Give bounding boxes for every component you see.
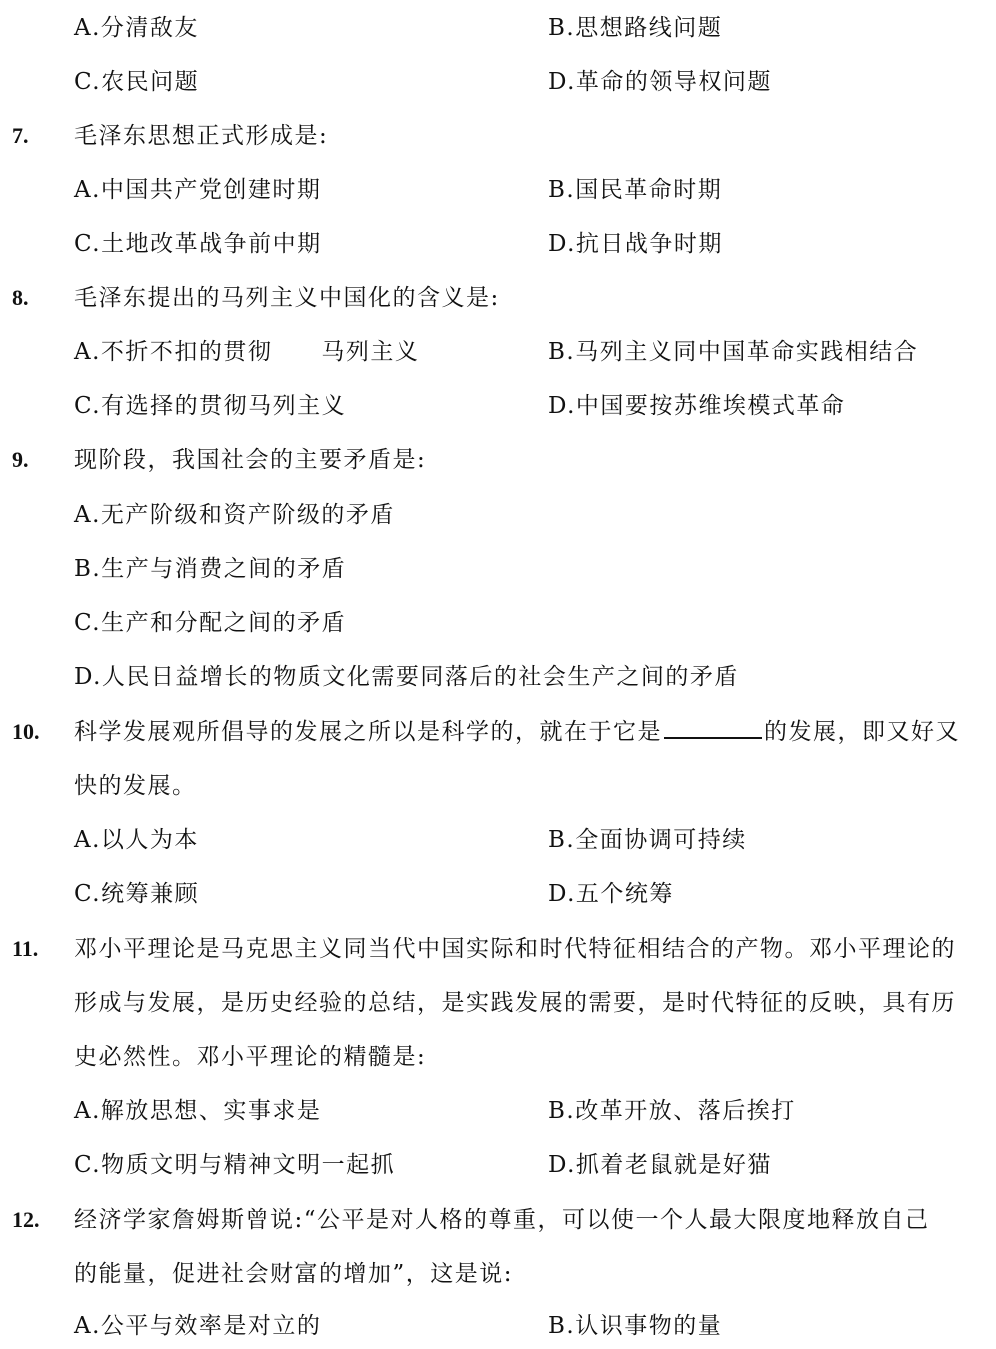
- q12-stem-line2: 的能量，促进社会财富的增加”，这是说:: [74, 1261, 514, 1287]
- q6-option-c: C.农民问题: [74, 69, 200, 95]
- q8-option-c: C.有选择的贯彻马列主义: [74, 393, 347, 419]
- q8-option-b: B.马列主义同中国革命实践相结合: [548, 339, 919, 365]
- q9-number: 9.: [12, 447, 29, 472]
- q10-option-c: C.统筹兼顾: [74, 881, 200, 907]
- q11-stem-line3: 史必然性。邓小平理论的精髓是:: [74, 1044, 427, 1070]
- q10-option-a: A.以人为本: [74, 827, 199, 853]
- q7-option-c: C.土地改革战争前中期: [74, 231, 322, 257]
- q8-number: 8.: [12, 285, 29, 310]
- q7-stem: 毛泽东思想正式形成是:: [74, 123, 329, 149]
- q10-option-b: B.全面协调可持续: [548, 827, 747, 853]
- q11-number: 11.: [12, 936, 39, 961]
- q11-stem-line1: 邓小平理论是马克思主义同当代中国实际和时代特征相结合的产物。邓小平理论的: [74, 936, 956, 962]
- q6-option-a: A.分清敌友: [74, 15, 199, 41]
- q12-option-a: A.公平与效率是对立的: [74, 1313, 322, 1339]
- q6-option-d: D.革命的领导权问题: [548, 69, 772, 95]
- q6-option-b: B.思想路线问题: [548, 15, 723, 41]
- q11-stem-line2: 形成与发展，是历史经验的总结，是实践发展的需要，是时代特征的反映，具有历: [74, 990, 956, 1016]
- q10-number: 10.: [12, 719, 40, 744]
- q10-stem-line1: [74, 712, 960, 752]
- q9-option-d: D.人民日益增长的物质文化需要同落后的社会生产之间的矛盾: [74, 664, 739, 690]
- q7-option-d: D.抗日战争时期: [548, 231, 723, 257]
- q8-stem: 毛泽东提出的马列主义中国化的含义是:: [74, 285, 500, 311]
- q11-option-a: A.解放思想、实事求是: [74, 1098, 322, 1124]
- q11-option-d: D.抓着老鼠就是好猫: [548, 1152, 772, 1178]
- q9-option-b: B.生产与消费之间的矛盾: [74, 556, 347, 582]
- q7-number: 7.: [12, 123, 29, 148]
- q7-option-b: B.国民革命时期: [548, 177, 723, 203]
- q8-option-a: A.不折不扣的贯彻 马列主义: [74, 339, 420, 365]
- q12-number: 12.: [12, 1207, 40, 1232]
- q8-option-d: D.中国要按苏维埃模式革命: [548, 393, 846, 419]
- q10-option-d: D.五个统筹: [548, 881, 674, 907]
- q10-stem-line2: 快的发展。: [74, 773, 197, 799]
- q9-option-a: A.无产阶级和资产阶级的矛盾: [74, 502, 395, 528]
- answer-blank: [664, 713, 762, 739]
- q11-option-c: C.物质文明与精神文明一起抓: [74, 1152, 396, 1178]
- q12-option-b: B.认识事物的量: [548, 1313, 723, 1339]
- q11-option-b: B.改革开放、落后挨打: [548, 1098, 796, 1124]
- q9-stem: 现阶段，我国社会的主要矛盾是:: [74, 447, 427, 473]
- q9-option-c: C.生产和分配之间的矛盾: [74, 610, 347, 636]
- q10-stem-before-blank: 科学发展观所倡导的发展之所以是科学的，就在于它是: [74, 719, 662, 745]
- q7-option-a: A.中国共产党创建时期: [74, 177, 322, 203]
- q10-stem-after-blank: 的发展，即又好又: [764, 719, 960, 745]
- q12-stem-line1: 经济学家詹姆斯曾说:“公平是对人格的尊重，可以使一个人最大限度地释放自己: [74, 1207, 930, 1233]
